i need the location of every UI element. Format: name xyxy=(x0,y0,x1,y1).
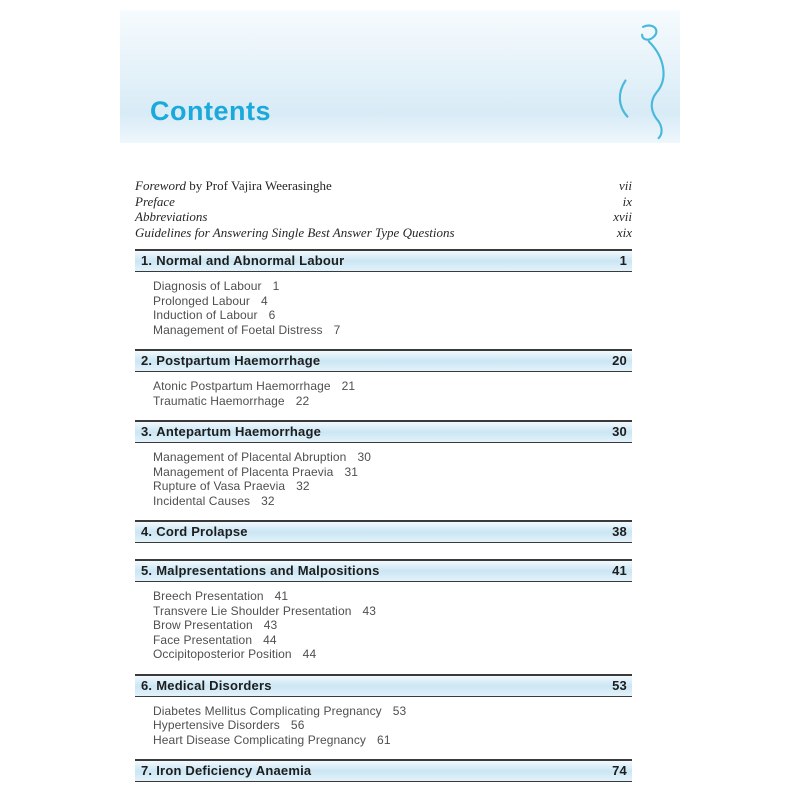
front-matter-list xyxy=(135,178,632,240)
section-page-number: 43 xyxy=(263,618,278,632)
chapter-block xyxy=(135,759,632,782)
section-item xyxy=(153,294,632,309)
section-title: Diagnosis of Labour xyxy=(153,279,262,293)
section-title: Traumatic Haemorrhage xyxy=(153,393,285,408)
section-item xyxy=(153,618,632,633)
section-title: Management of Placenta Praevia xyxy=(153,464,334,479)
chapter-page-number: 20 xyxy=(612,353,627,368)
section-item xyxy=(153,279,632,294)
section-title: Brow Presentation xyxy=(153,618,253,632)
section-page-number: 22 xyxy=(295,393,310,408)
chapter-title: 2. Postpartum Haemorrhage xyxy=(141,353,321,368)
section-page-number: 21 xyxy=(341,379,356,393)
chapter-block xyxy=(135,249,632,337)
chapter-sections xyxy=(153,450,632,508)
chapter-heading xyxy=(135,420,632,443)
front-matter-item xyxy=(135,194,632,210)
section-page-number: 32 xyxy=(261,493,275,508)
chapter-page-number: 30 xyxy=(612,424,627,439)
section-page-number: 44 xyxy=(263,632,277,647)
section-page-number: 6 xyxy=(268,308,276,322)
chapter-title: 7. Iron Deficiency Anaemia xyxy=(141,763,312,778)
chapter-page-number: 1 xyxy=(619,253,627,268)
section-title: Management of Foetal Distress xyxy=(153,322,323,337)
front-matter-page-number: xvii xyxy=(613,209,632,224)
section-page-number: 1 xyxy=(272,279,280,293)
front-matter-label: Guidelines for Answering Single Best Answer Type Questions xyxy=(135,224,455,240)
chapter-heading xyxy=(135,349,632,372)
chapter-title: 3. Antepartum Haemorrhage xyxy=(141,424,322,439)
chapter-block xyxy=(135,674,632,748)
chapter-block xyxy=(135,520,632,543)
section-title: Face Presentation xyxy=(153,632,253,647)
front-matter-label: Foreword by Prof Vajira Weerasinghe xyxy=(135,178,332,193)
section-title: Induction of Labour xyxy=(153,308,258,322)
chapter-sections xyxy=(153,589,632,662)
chapter-sections xyxy=(153,379,632,408)
section-page-number: 4 xyxy=(261,293,268,308)
chapter-heading xyxy=(135,759,632,782)
section-item xyxy=(153,394,632,409)
chapter-block xyxy=(135,349,632,408)
chapter-title: 1. Normal and Abnormal Labour xyxy=(141,253,345,268)
chapter-block xyxy=(135,420,632,508)
section-title: Atonic Postpartum Haemorrhage xyxy=(153,379,331,393)
section-item xyxy=(153,589,632,604)
chapter-heading xyxy=(135,520,632,543)
section-page-number: 53 xyxy=(392,703,407,718)
chapter-heading xyxy=(135,674,632,697)
section-title: Management of Placental Abruption xyxy=(153,450,347,464)
section-title: Incidental Causes xyxy=(153,493,251,508)
chapter-page-number: 74 xyxy=(612,763,627,778)
section-page-number: 41 xyxy=(274,589,289,603)
section-title: Hypertensive Disorders xyxy=(153,718,280,732)
section-title: Prolonged Labour xyxy=(153,293,251,308)
section-item xyxy=(153,465,632,480)
chapter-title: 4. Cord Prolapse xyxy=(141,524,248,539)
pregnant-figure-illustration-icon xyxy=(614,20,676,142)
front-matter-page-number: vii xyxy=(619,178,632,193)
section-page-number: 30 xyxy=(357,450,371,464)
front-matter-label: Preface xyxy=(135,193,175,209)
front-matter-page-number: xix xyxy=(616,224,632,240)
section-item xyxy=(153,718,632,733)
section-page-number: 61 xyxy=(377,732,391,747)
front-matter-item xyxy=(135,209,632,225)
chapter-heading xyxy=(135,559,632,582)
chapter-sections xyxy=(153,704,632,748)
chapter-page-number: 53 xyxy=(612,677,627,693)
chapter-page-number: 41 xyxy=(612,563,627,578)
section-item xyxy=(153,308,632,323)
page-title: Contents xyxy=(150,96,271,126)
section-item xyxy=(153,323,632,338)
front-matter-item xyxy=(135,225,632,241)
section-title: Breech Presentation xyxy=(153,589,264,603)
section-page-number: 31 xyxy=(344,464,359,479)
section-item xyxy=(153,379,632,394)
chapter-block xyxy=(135,559,632,662)
section-item xyxy=(153,733,632,748)
section-item xyxy=(153,604,632,619)
section-item xyxy=(153,450,632,465)
section-item xyxy=(153,647,632,662)
chapter-title: 6. Medical Disorders xyxy=(141,677,272,693)
section-item xyxy=(153,633,632,648)
section-item xyxy=(153,704,632,719)
section-title: Rupture of Vasa Praevia xyxy=(153,479,286,493)
section-item xyxy=(153,479,632,494)
section-title: Diabetes Mellitus Complicating Pregnancy xyxy=(153,703,382,718)
section-page-number: 56 xyxy=(290,718,305,732)
front-matter-page-number: ix xyxy=(622,193,632,209)
table-of-contents xyxy=(135,178,632,798)
chapter-title: 5. Malpresentations and Malpositions xyxy=(141,563,380,578)
section-page-number: 32 xyxy=(296,479,310,493)
chapter-heading xyxy=(135,249,632,272)
section-item xyxy=(153,494,632,509)
front-matter-item xyxy=(135,178,632,194)
header-band xyxy=(120,10,680,143)
section-page-number: 44 xyxy=(302,647,317,661)
section-title: Heart Disease Complicating Pregnancy xyxy=(153,732,367,747)
section-page-number: 7 xyxy=(333,322,341,337)
chapter-sections xyxy=(153,279,632,337)
chapter-page-number: 38 xyxy=(612,524,627,539)
section-title: Transvere Lie Shoulder Presentation xyxy=(153,603,352,618)
section-page-number: 43 xyxy=(362,603,377,618)
front-matter-label: Abbreviations xyxy=(135,209,208,224)
chapter-list xyxy=(135,249,632,782)
section-title: Occipitoposterior Position xyxy=(153,647,292,661)
